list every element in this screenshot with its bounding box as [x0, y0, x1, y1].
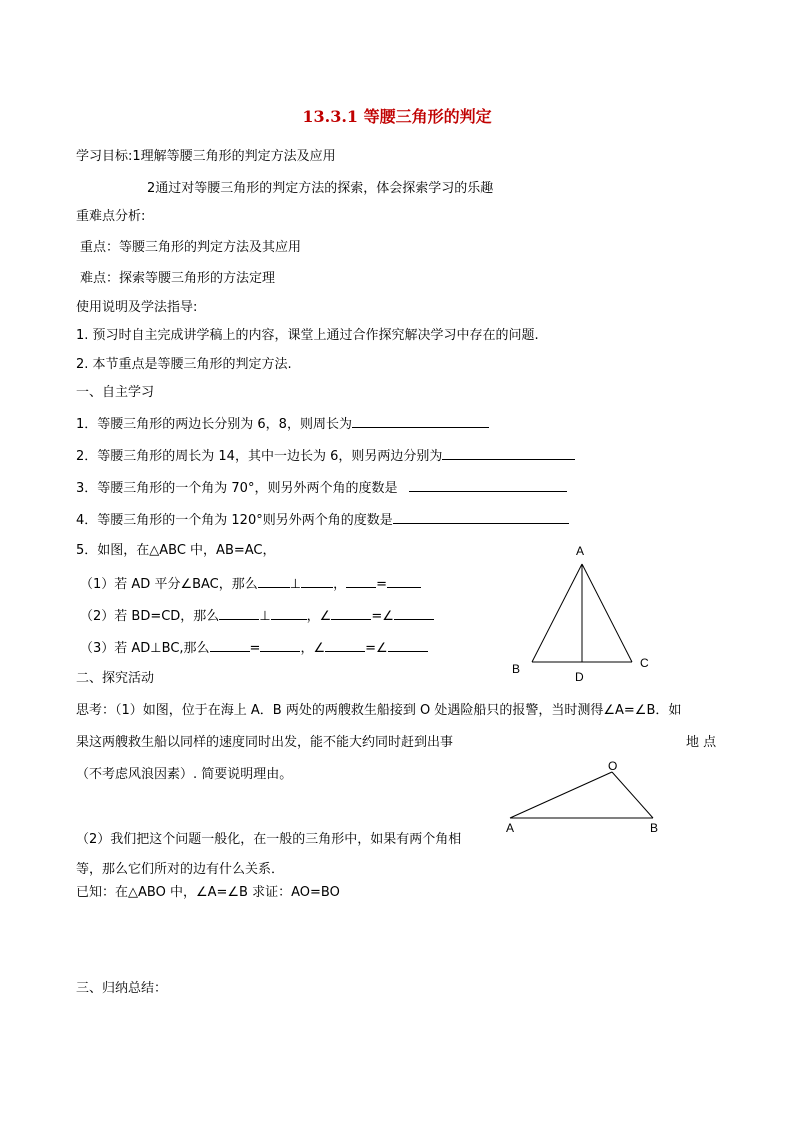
angle-symbol: ∠ [313, 641, 326, 656]
question-2-line-1: （2）我们把这个问题一般化，在一般的三角形中，如果有两个角相 [76, 832, 462, 847]
section2-heading: 二、探究活动 [76, 671, 155, 686]
question-5b [80, 606, 434, 626]
comma-symbol: ， [333, 577, 347, 592]
answer-blank[interactable] [219, 606, 259, 620]
comma-symbol: ， [300, 641, 314, 656]
page-title: 13.3.1 等腰三角形的判定 [302, 107, 492, 126]
answer-blank[interactable] [442, 446, 575, 460]
think-line-2a: 果这两艘救生船以同样的速度同时出发，能不能大约同时赶到出事 [76, 735, 454, 750]
answer-blank[interactable] [387, 574, 421, 588]
label-a: A [576, 544, 585, 558]
equals-angle-symbol: =∠ [371, 609, 394, 624]
guide-item-2: 2. 本节重点是等腰三角形的判定方法. [76, 357, 292, 372]
perp-symbol: ⊥ [259, 609, 271, 624]
answer-blank[interactable] [388, 638, 428, 652]
answer-blank[interactable] [394, 606, 434, 620]
question-4-text: 4．等腰三角形的一个角为 120°则另外两个角的度数是 [76, 513, 393, 528]
label-a: A [506, 821, 515, 835]
answer-blank[interactable] [271, 606, 307, 620]
key-point: 重点：等腰三角形的判定方法及其应用 [80, 240, 302, 255]
label-d: D [575, 670, 584, 684]
difficult-point: 难点：探索等腰三角形的方法定理 [80, 271, 276, 286]
think-line-3: （不考虑风浪因素）. 简要说明理由。 [76, 767, 293, 782]
objective-2: 2通过对等腰三角形的判定方法的探索，体会探索学习的乐趣 [147, 181, 494, 196]
perp-symbol: ⊥ [289, 577, 302, 592]
angle-symbol: ∠ [319, 609, 332, 624]
section1-heading: 一、自主学习 [76, 385, 155, 400]
question-5: 5．如图，在△ABC 中，AB=AC， [76, 543, 276, 558]
question-2-line-2: 等，那么它们所对的边有什么关系． [76, 862, 285, 877]
question-3-text: 3．等腰三角形的一个角为 70°，则另外两个角的度数是 [76, 481, 398, 496]
guide-item-1: 1. 预习时自主完成讲学稿上的内容，课堂上通过合作探究解决学习中存在的问题. [76, 328, 539, 343]
answer-blank[interactable] [260, 638, 300, 652]
section3-heading: 三、归纳总结： [76, 981, 168, 996]
question-1-text: 1．等腰三角形的两边长分别为 6，8，则周长为 [76, 417, 352, 432]
objectives-line [76, 148, 336, 166]
objectives-label: 学习目标: [76, 149, 133, 164]
question-5a [80, 574, 421, 594]
side-ob [612, 772, 653, 818]
label-b: B [650, 821, 659, 835]
triangle-aob-figure [500, 756, 680, 838]
think-line-2b: 地 点 [686, 735, 717, 750]
side-ab [532, 564, 582, 662]
question-5c [80, 638, 428, 658]
comma-symbol: ， [306, 609, 320, 624]
label-o: O [608, 759, 618, 773]
question-5a-text: （1）若 AD 平分∠BAC，那么 [80, 577, 258, 592]
triangle-abc-figure [500, 538, 670, 688]
equals-symbol: = [249, 641, 261, 656]
given-statement: 已知：在△ABO 中，∠A=∠B 求证：AO=BO [76, 885, 340, 900]
question-2-text: 2．等腰三角形的周长为 14，其中一边长为 6，则另两边分别为 [76, 449, 443, 464]
analysis-heading: 重难点分析: [76, 209, 146, 224]
objective-1: 1理解等腰三角形的判定方法及应用 [132, 149, 336, 164]
answer-blank[interactable] [325, 638, 365, 652]
side-ac [582, 564, 632, 662]
question-4 [76, 510, 569, 530]
question-5b-text: （2）若 BD=CD，那么 [80, 609, 220, 624]
answer-blank[interactable] [393, 510, 569, 524]
label-b: B [512, 662, 521, 676]
answer-blank[interactable] [346, 574, 376, 588]
question-5c-text: （3）若 AD⊥BC,那么 [80, 641, 210, 656]
answer-blank[interactable] [301, 574, 333, 588]
answer-blank[interactable] [258, 574, 290, 588]
think-line-1: 思考：（1）如图，位于在海上 A．B 两处的两艘救生船接到 O 处遇险船只的报警，当时测得∠A=∠B．如 [76, 703, 682, 718]
answer-blank[interactable] [331, 606, 371, 620]
answer-blank[interactable] [352, 414, 489, 428]
answer-blank[interactable] [409, 478, 567, 492]
side-oa [510, 772, 612, 818]
equals-angle-symbol: =∠ [365, 641, 388, 656]
guide-heading: 使用说明及学法指导: [76, 300, 198, 315]
label-c: C [640, 656, 649, 670]
question-2 [76, 446, 575, 466]
question-3 [76, 478, 567, 498]
equals-symbol: = [376, 577, 388, 592]
answer-blank[interactable] [210, 638, 250, 652]
question-1 [76, 414, 489, 434]
